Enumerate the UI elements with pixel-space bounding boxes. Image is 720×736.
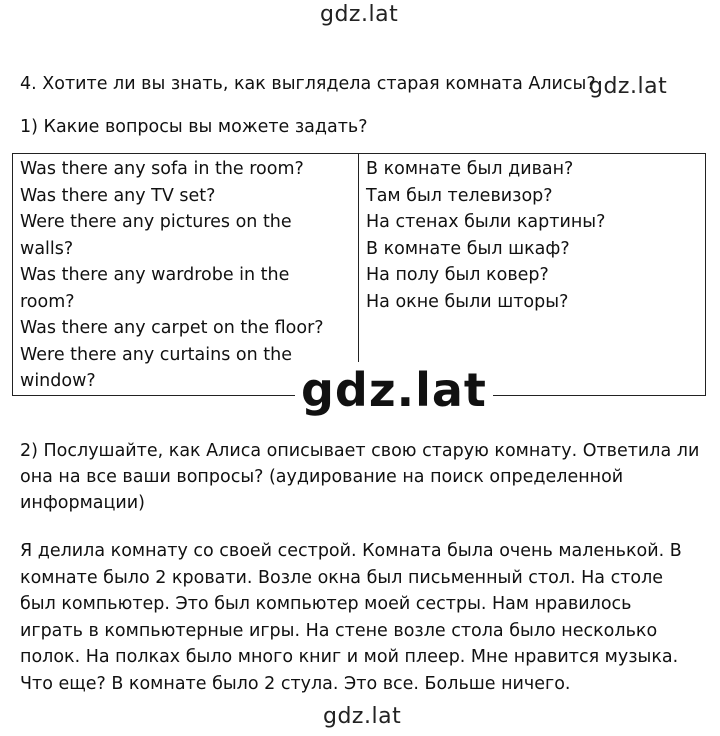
watermark-top: gdz.lat bbox=[320, 2, 399, 27]
paragraph-line: информации) bbox=[20, 493, 146, 513]
english-line: window? bbox=[20, 371, 96, 391]
paragraph-line: она на все ваши вопросы? (аудирование на поиск определенной bbox=[20, 467, 624, 487]
paragraph-line: Что еще? В комнате было 2 стула. Это все. Больше ничего. bbox=[20, 673, 571, 694]
task-4-heading: 4. Хотите ли вы знать, как выглядела старая комната Алисы? bbox=[20, 74, 596, 94]
paragraph-line: полок. На полках было много книг и мой плеер. Мне нравится музыка. bbox=[20, 647, 679, 667]
paragraph-line: комнате было 2 кровати. Возле окна был письменный стол. На столе bbox=[20, 567, 664, 588]
watermark-center: gdz.lat bbox=[295, 362, 493, 418]
paragraph-line: играть в компьютерные игры. На стене возле стола было несколько bbox=[20, 620, 658, 641]
watermark-inline: gdz.lat bbox=[589, 74, 668, 99]
story-paragraph bbox=[20, 538, 710, 697]
english-line: Was there any wardrobe in the bbox=[20, 265, 290, 285]
english-line: Were there any curtains on the bbox=[20, 344, 292, 365]
english-line: walls? bbox=[20, 238, 74, 259]
paragraph-line: Я делила комнату со своей сестрой. Комната была очень маленькой. В bbox=[20, 541, 682, 561]
paragraph-line: был компьютер. Это был компьютер моей сестры. Нам нравилось bbox=[20, 594, 632, 614]
english-line: Was there any carpet on the floor? bbox=[20, 318, 324, 338]
russian-line: В комнате был диван? bbox=[366, 159, 574, 179]
task-4-subquestion-1: 1) Какие вопросы вы можете задать? bbox=[20, 117, 368, 137]
questions-table bbox=[12, 153, 706, 396]
russian-line: На окне были шторы? bbox=[366, 291, 569, 312]
table-row bbox=[13, 154, 706, 396]
russian-line: На полу был ковер? bbox=[366, 265, 549, 285]
paragraph-line: 2) Послушайте, как Алиса описывает свою старую комнату. Ответила ли bbox=[20, 441, 700, 461]
english-line: Was there any TV set? bbox=[20, 185, 216, 206]
english-line: Was there any sofa in the room? bbox=[20, 159, 304, 179]
task-4-subquestion-2 bbox=[20, 438, 710, 516]
english-questions-cell bbox=[13, 154, 359, 396]
russian-line: На стенах были картины? bbox=[366, 212, 606, 232]
english-line: Were there any pictures on the bbox=[20, 212, 292, 232]
watermark-bottom: gdz.lat bbox=[323, 704, 402, 729]
russian-line: В комнате был шкаф? bbox=[366, 238, 570, 259]
english-line: room? bbox=[20, 291, 75, 312]
russian-questions-cell bbox=[359, 154, 706, 396]
russian-line: Там был телевизор? bbox=[366, 185, 553, 206]
